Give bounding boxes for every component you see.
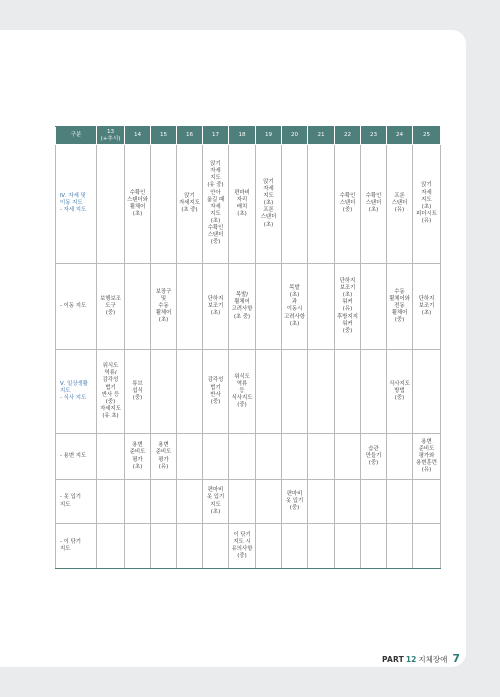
table-cell: 용변 준비도 평가 (유) [151,434,177,480]
table-cell: 보행보조 도구 (중) [97,263,125,350]
column-header: 25 [413,127,441,145]
footer-part-number: 12 [405,655,417,664]
category-label: - 이 닦기 지도 [60,538,81,552]
table-cell [282,350,308,434]
table-cell [387,524,413,569]
table-cell [308,350,335,434]
row-category [56,524,97,569]
table-cell [387,480,413,524]
column-header: 13 (+추시) [97,127,125,145]
table-row [56,524,441,569]
table-cell [335,480,361,524]
table-cell [308,480,335,524]
table-cell: 앉기 자세 지도 (초) 프론 스탠더 (초) [256,145,282,264]
category-label: - 옷 입기 지도 [60,494,81,508]
page-number: 7 [452,652,460,665]
table-cell [125,263,151,350]
table-cell [256,524,282,569]
table-cell [151,524,177,569]
table-cell [177,480,203,524]
table-cell [361,480,387,524]
column-header: 19 [256,127,282,145]
table-cell [203,434,229,480]
table-cell [361,350,387,434]
table-cell: 수확인 스탠더와 휠체어 (초) [125,145,151,264]
column-header: 16 [177,127,203,145]
category-label: - 용변 지도 [60,453,87,460]
table-cell [151,350,177,434]
table-cell [413,480,441,524]
column-header: 18 [229,127,256,145]
row-category [56,480,97,524]
table-cell [229,480,256,524]
table-row [56,145,441,264]
table-cell: 용변 준비도 평가와 용변훈련 (유) [413,434,441,480]
table-cell [413,350,441,434]
table-cell: 수동 휠체어와 전동 휠체어 (중) [387,263,413,350]
table-cell [387,434,413,480]
table-cell: 단하지 보조기 (초) [413,263,441,350]
table-header-row [56,127,441,145]
table-cell [97,480,125,524]
table-row [56,263,441,350]
table-cell [256,434,282,480]
table-cell [97,524,125,569]
table-cell [335,350,361,434]
table-cell [97,434,125,480]
table-cell [125,480,151,524]
table-cell [282,434,308,480]
table-cell [256,263,282,350]
table-cell: 보장구 및 수동 휠체어 (초) [151,263,177,350]
table-cell [256,480,282,524]
table-cell [151,480,177,524]
category-label: Ⅳ. 자세 및 이동 지도 - 자세 지도 [60,193,87,214]
table-cell [203,524,229,569]
column-header: 구분 [56,127,97,145]
table-cell: 편마비 자리 배치 (초) [229,145,256,264]
column-header: 20 [282,127,308,145]
table-cell: 목발 (초) 과 이동시 고려사항 (초) [282,263,308,350]
column-header: 14 [125,127,151,145]
table-cell: 목발/ 휠체어 고려사항 (초 중) [229,263,256,350]
category-label: - 이동 지도 [60,302,87,309]
table-cell [177,263,203,350]
table-cell: 앉기 자세 지도 (초) 피더시트 (유) [413,145,441,264]
table-cell [308,524,335,569]
footer-chapter-title: 지체장애 [418,655,448,664]
footer-part-label: PART [381,655,404,664]
table-cell [125,524,151,569]
table-row [56,434,441,480]
table-cell [282,145,308,264]
row-category [56,145,97,264]
table-cell [151,145,177,264]
table-cell [177,434,203,480]
table-cell: 단하지 보조기 (초) [203,263,229,350]
table-cell: 용변 준비도 평가 (초) [125,434,151,480]
table-cell [361,524,387,569]
table-cell: 이 닦기 지도 시 유의사항 (중) [229,524,256,569]
column-header: 17 [203,127,229,145]
table-cell: 수확인 스탠더 (중) [335,145,361,264]
table-cell: 편마비 옷 입기 (중) [282,480,308,524]
table-cell: 습관 만들기 (중) [361,434,387,480]
table-cell [335,524,361,569]
table-cell: 감각성 법기 반사 (중) [203,350,229,434]
table-cell: 위식도 역류/ 감각성 법기 반사 등 (중) 자세지도 (유 초) [97,350,125,434]
table-cell: 식사지도 방법 (중) [387,350,413,434]
table-row [56,480,441,524]
table-cell [413,524,441,569]
curriculum-table [55,126,441,569]
page-footer [382,652,460,665]
table-cell [308,145,335,264]
table-cell [361,263,387,350]
table-cell: 앉기 자세지도 (초 중) [177,145,203,264]
column-header: 23 [361,127,387,145]
table-cell [97,145,125,264]
table-cell [308,263,335,350]
row-category [56,434,97,480]
table-cell [282,524,308,569]
table-cell [335,434,361,480]
column-header: 21 [308,127,335,145]
table-cell: 편마비 옷 입기 지도 (초) [203,480,229,524]
table-cell: 튜브 섭식 (중) [125,350,151,434]
table-cell [256,350,282,434]
table-cell [177,524,203,569]
table-cell [177,350,203,434]
column-header: 24 [387,127,413,145]
category-label: Ⅴ. 일상생활 지도 - 식사 지도 [60,381,88,402]
table-row [56,350,441,434]
table-cell [308,434,335,480]
table-cell: 수확인 스탠더 (초) [361,145,387,264]
column-header: 15 [151,127,177,145]
column-header: 22 [335,127,361,145]
row-category [56,263,97,350]
table-cell [229,434,256,480]
table-cell: 앉기 자세 지도 (유 중) 안아 옮길 때 자세 지도 (초) 수확인 스탠더 (중) [203,145,229,264]
table-cell: 프론 스탠더 (유) [387,145,413,264]
row-category [56,350,97,434]
table-cell: 위식도 역류 등 식사지도 (중) [229,350,256,434]
table-cell: 단하지 보조기 (초) 워커 (유) 후방지지 워커 (중) [335,263,361,350]
